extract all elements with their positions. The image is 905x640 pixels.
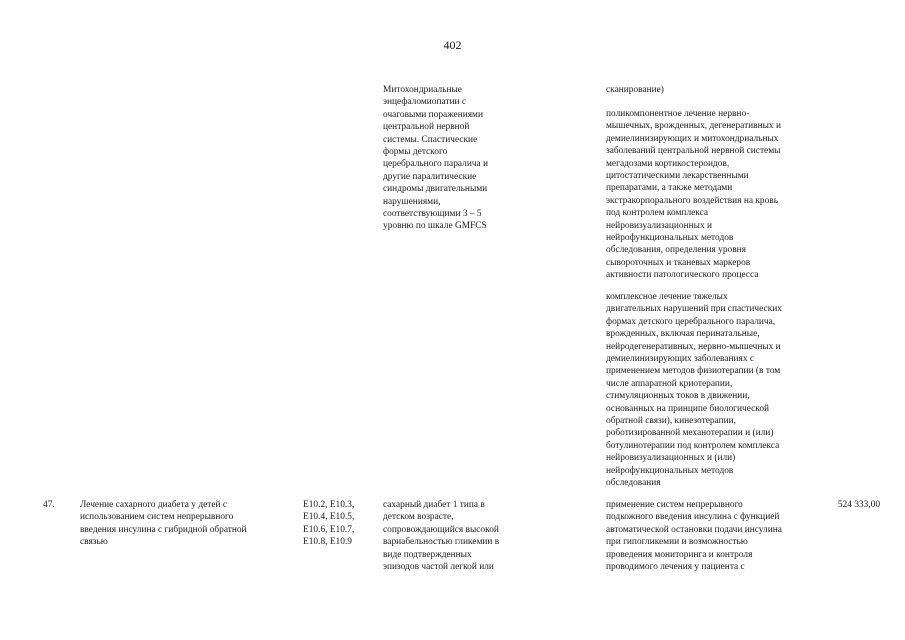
treatment-method: применение систем непрерывного подкожного введения инсулина с функцией автоматической остановки подачи инсулина при гипогликемии и возможностью проведения мониторинга и контроля проводимого лечения у пациента с <box>606 500 782 573</box>
disease-description-continued: Митохондриальные энцефаломиопатии с очаговыми поражениями центральной нервной системы. Спастические формы детского церебрального паралича и другие паралитические синдромы двигательными нарушениями, соответствующими 3 – 5 уровню по шкале GMFCS <box>383 85 489 232</box>
page-number: 402 <box>443 38 462 52</box>
icd-codes: E10.2, E10.3, E10.4, E10.5, E10.6, E10.7, E10.8, E10.9 <box>303 500 355 548</box>
care-type-name: Лечение сахарного диабета у детей с использованием систем непрерывного введения инсулина с гибридной обратной связью <box>80 500 247 548</box>
treatment-method-paragraph-2: комплексное лечение тяжелых двигательных нарушений при спастических формах детского церебрального паралича, врожденных, включая перинатальные, нейродегенеративных, нервно-мышечных и демиелинизирующих заболеваниях с применением методов физиотерапии (в том числе аппаратной криотерапии, стимуляционных токов в движении, основанных на принципе биологической обратной связи), кинезотерапии, роботизированной механотерапии и (или) ботулинотерапии под контролем комплекса нейровизуализационных и (или) нейрофункциональных методов обследования <box>606 292 782 489</box>
treatment-method-paragraph-1: поликомпонентное лечение нервно- мышечных, врожденных, дегенеративных и демиелинизирующих и митохондриальных заболеваний центральной нервной системы мегадозами кортикостероидов, цитостатическими лекарственными препаратами, а также методами экстракорпорального воздействия на кровь под контролем комплекса нейровизуализационных и нейрофункциональных методов обследования, определения уровня сывороточных и тканевых маркеров активности патологического процесса <box>606 109 781 281</box>
row-number: 47. <box>43 500 55 510</box>
disease-description: сахарный диабет 1 типа в детском возрасте, сопровождающийся высокой вариабельностью гликемии в виде подтвержденных эпизодов частой легкой или <box>383 500 500 573</box>
cost-value: 524 333,00 <box>837 500 880 510</box>
treatment-method-continued: сканирование) <box>606 85 664 95</box>
